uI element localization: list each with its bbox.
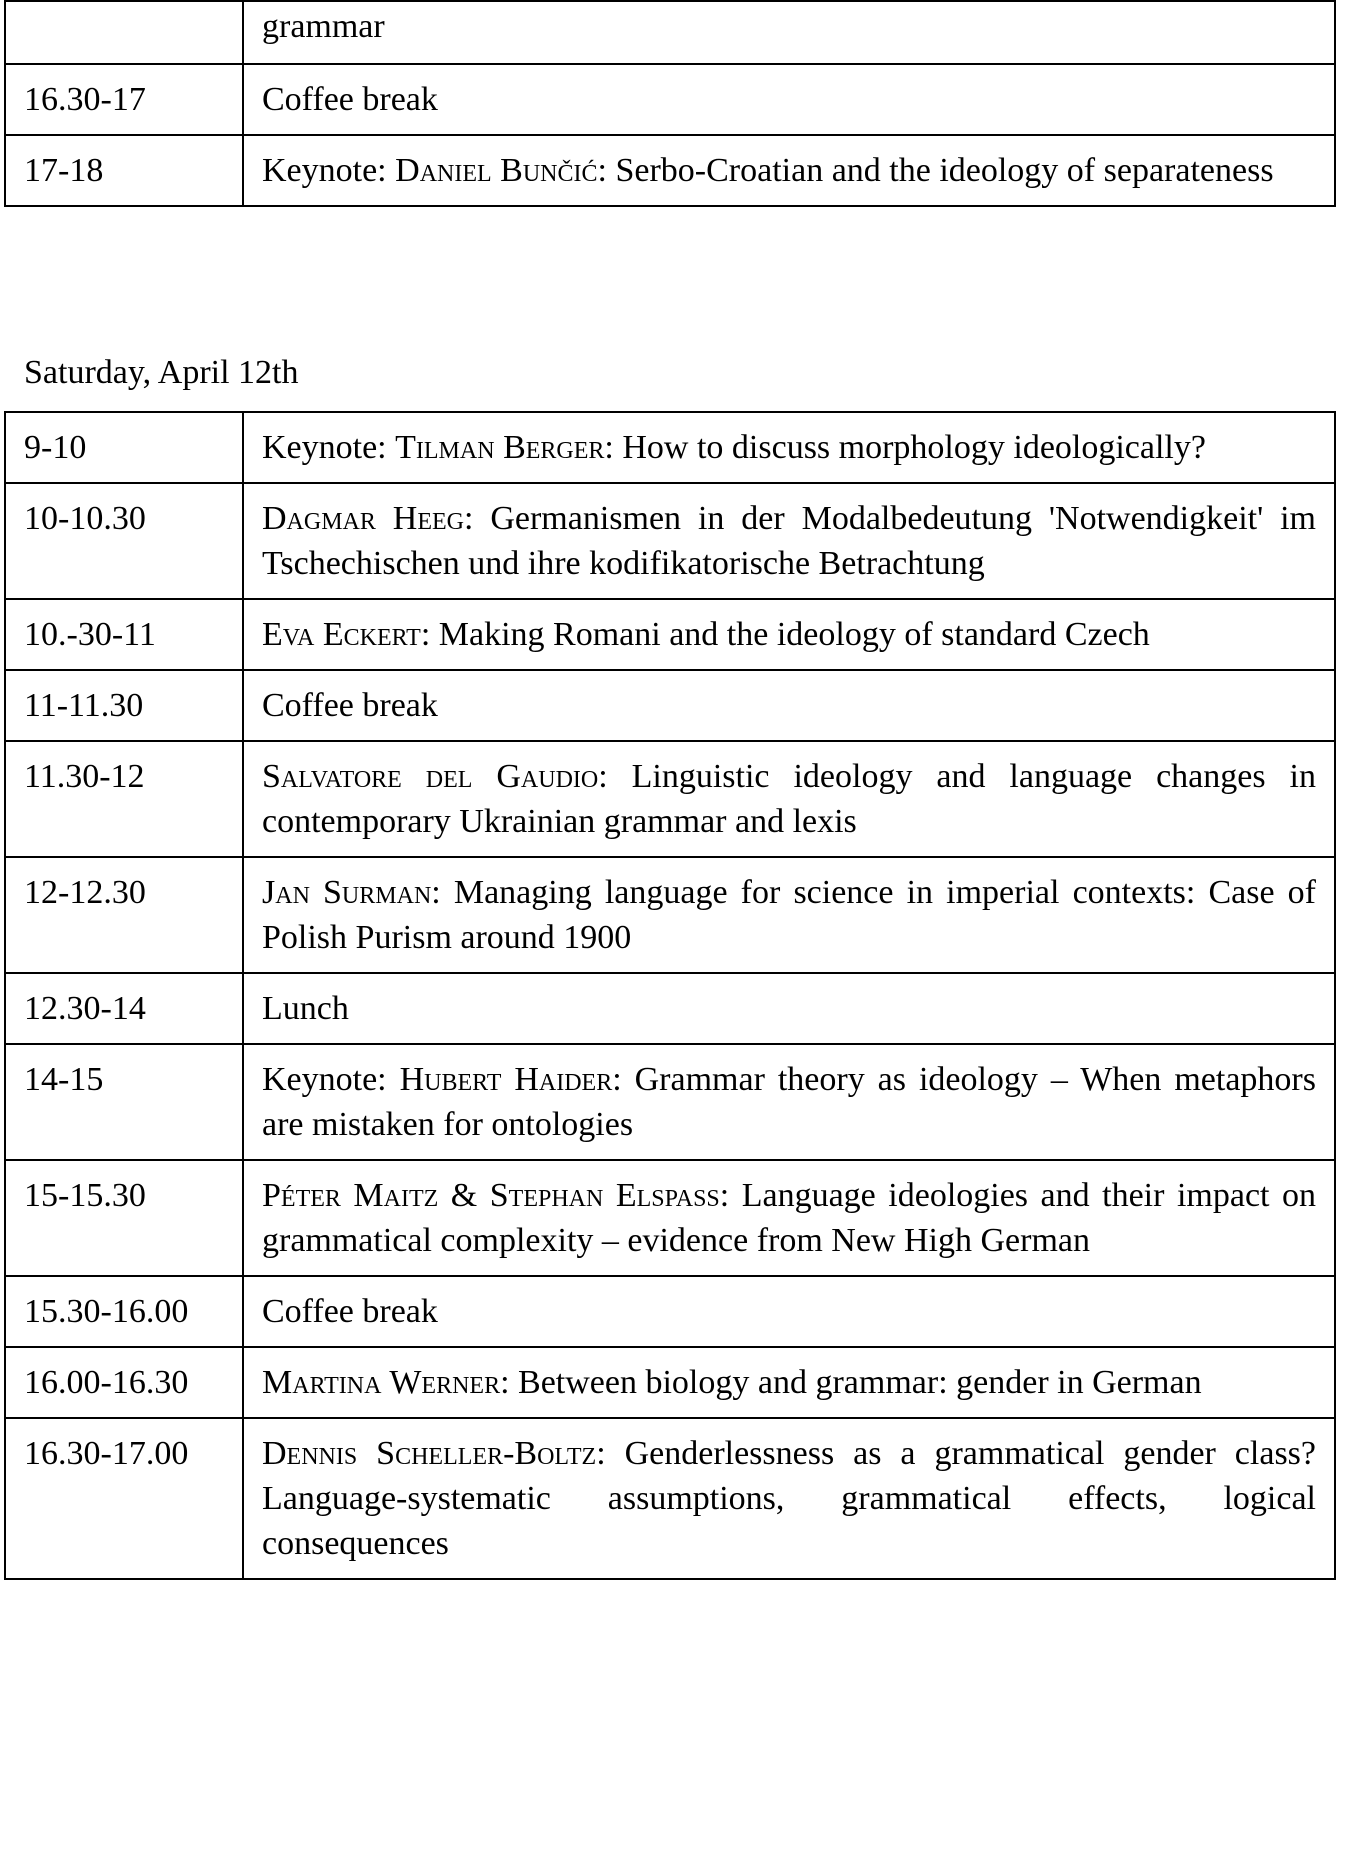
session-cell — [243, 670, 1335, 741]
time-cell: 11.30-12 — [5, 741, 243, 857]
time-cell: 16.30-17.00 — [5, 1418, 243, 1579]
session-cell — [243, 64, 1335, 135]
table-row — [5, 741, 1335, 857]
session-prefix: Keynote: — [262, 1061, 400, 1098]
speaker-name: Dennis Scheller-Boltz — [262, 1435, 597, 1472]
speaker-name: Salvatore del Gaudio — [262, 758, 599, 795]
session-title: Lunch — [262, 990, 349, 1027]
table-row — [5, 973, 1335, 1044]
session-title: : Managing language for science in imperial contexts: Case of Polish Purism around 1900 — [262, 874, 1316, 956]
table-row — [5, 135, 1335, 206]
time-cell: 16.00-16.30 — [5, 1347, 243, 1418]
session-cell — [243, 741, 1335, 857]
speaker-name: Péter Maitz & Stephan Elspaß — [262, 1177, 720, 1214]
time-cell: 10-10.30 — [5, 483, 243, 599]
time-cell: 17-18 — [5, 135, 243, 206]
saturday-schedule-table — [4, 411, 1336, 1580]
speaker-name: Jan Surman — [262, 874, 432, 911]
speaker-name: Tilman Berger — [395, 429, 605, 466]
time-cell: 12-12.30 — [5, 857, 243, 973]
session-cell — [243, 1, 1335, 64]
table-row — [5, 1276, 1335, 1347]
day-heading: Saturday, April 12th — [24, 354, 299, 391]
time-cell: 10.-30-11 — [5, 599, 243, 670]
speaker-name: Martina Werner — [262, 1364, 501, 1401]
session-title: : How to discuss morphology ideologically? — [604, 429, 1206, 466]
session-title: : Between biology and grammar: gender in German — [500, 1364, 1202, 1401]
session-cell — [243, 599, 1335, 670]
session-cell — [243, 1044, 1335, 1160]
friday-schedule-table — [4, 0, 1336, 207]
session-title: : Linguistic ideology and language changes in contemporary Ukrainian grammar and lexis — [262, 758, 1316, 840]
session-cell — [243, 412, 1335, 483]
time-cell: 12.30-14 — [5, 973, 243, 1044]
session-cell — [243, 1160, 1335, 1276]
time-cell: 14-15 — [5, 1044, 243, 1160]
table-row — [5, 1, 1335, 64]
table-row — [5, 412, 1335, 483]
table-row — [5, 1418, 1335, 1579]
session-cell — [243, 857, 1335, 973]
session-prefix: Keynote: — [262, 429, 396, 466]
time-cell: 16.30-17 — [5, 64, 243, 135]
session-title: Coffee break — [262, 687, 438, 724]
speaker-name: Eva Eckert — [262, 616, 421, 653]
time-cell: 9-10 — [5, 412, 243, 483]
table-row — [5, 1160, 1335, 1276]
time-cell: 15.30-16.00 — [5, 1276, 243, 1347]
session-cell — [243, 135, 1335, 206]
speaker-name: Hubert Haider — [399, 1061, 613, 1098]
session-title: : Germanismen in der Modalbedeutung 'Notwendigkeit' im Tschechischen und ihre kodifikatorische Betrachtung — [262, 500, 1316, 582]
session-title: grammar — [262, 8, 385, 45]
table-row — [5, 1044, 1335, 1160]
session-title: Coffee break — [262, 81, 438, 118]
session-title: : Language ideologies and their impact on grammatical complexity – evidence from New High German — [262, 1177, 1316, 1259]
table-row — [5, 857, 1335, 973]
table-row — [5, 599, 1335, 670]
session-cell — [243, 1276, 1335, 1347]
time-cell — [5, 1, 243, 64]
speaker-name: Daniel Bunčić — [395, 152, 598, 189]
session-cell — [243, 1418, 1335, 1579]
session-title: : Genderlessness as a grammatical gender class? Language-systematic assumptions, grammatical effects, logical consequences — [262, 1435, 1316, 1562]
table-row — [5, 670, 1335, 741]
time-cell: 15-15.30 — [5, 1160, 243, 1276]
session-cell — [243, 1347, 1335, 1418]
session-prefix: Keynote: — [262, 152, 396, 189]
session-title: : Grammar theory as ideology – When metaphors are mistaken for ontologies — [262, 1061, 1316, 1143]
session-cell — [243, 973, 1335, 1044]
session-title: Coffee break — [262, 1293, 438, 1330]
speaker-name: Dagmar Heeg — [262, 500, 464, 537]
session-title: : Serbo-Croatian and the ideology of separateness — [597, 152, 1274, 189]
session-title: : Making Romani and the ideology of standard Czech — [420, 616, 1150, 653]
table-row — [5, 64, 1335, 135]
table-row — [5, 1347, 1335, 1418]
session-cell — [243, 483, 1335, 599]
table-row — [5, 483, 1335, 599]
time-cell: 11-11.30 — [5, 670, 243, 741]
